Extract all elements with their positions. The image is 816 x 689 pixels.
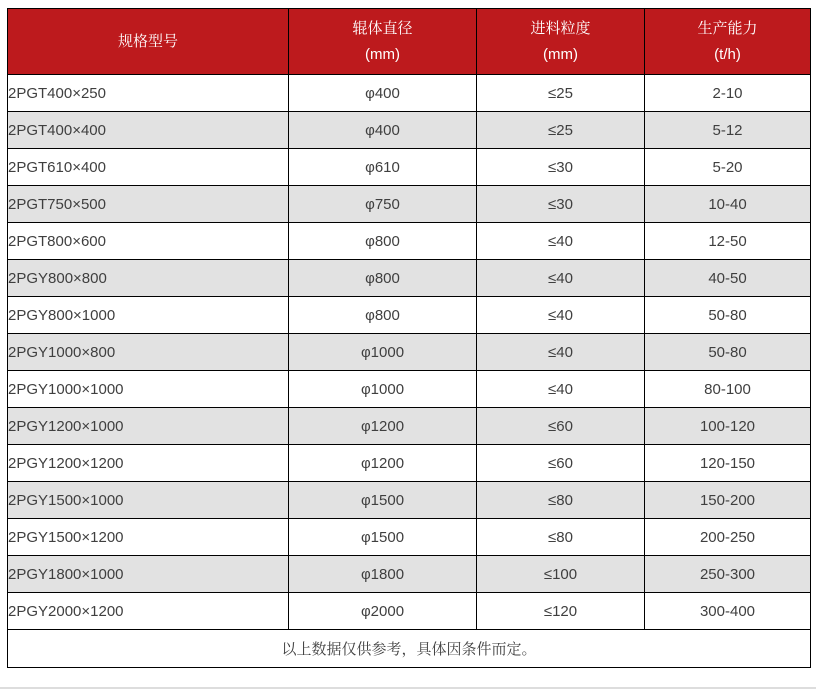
table-row — [8, 556, 811, 593]
cell-diameter: φ800 — [289, 223, 477, 260]
col-header-capacity-title: 生产能力 — [697, 19, 758, 37]
cell-feed-size: ≤40 — [477, 334, 645, 371]
cell-capacity: 80-100 — [645, 371, 811, 408]
cell-capacity: 120-150 — [645, 445, 811, 482]
cell-feed-size: ≤40 — [477, 371, 645, 408]
cell-feed-size: ≤25 — [477, 75, 645, 112]
header-row — [8, 9, 811, 75]
cell-model: 2PGT400×250 — [8, 75, 289, 112]
footer-row — [8, 630, 811, 668]
cell-diameter: φ1200 — [289, 445, 477, 482]
cell-feed-size: ≤60 — [477, 445, 645, 482]
table-row — [8, 371, 811, 408]
cell-diameter: φ750 — [289, 186, 477, 223]
cell-feed-size: ≤30 — [477, 186, 645, 223]
cell-diameter: φ1800 — [289, 556, 477, 593]
cell-model: 2PGY1000×1000 — [8, 371, 289, 408]
cell-diameter: φ800 — [289, 297, 477, 334]
cell-diameter: φ2000 — [289, 593, 477, 630]
cell-capacity: 100-120 — [645, 408, 811, 445]
cell-capacity: 250-300 — [645, 556, 811, 593]
col-header-feed-size — [477, 9, 645, 75]
cell-capacity: 50-80 — [645, 334, 811, 371]
cell-feed-size: ≤25 — [477, 112, 645, 149]
cell-feed-size: ≤120 — [477, 593, 645, 630]
cell-model: 2PGT400×400 — [8, 112, 289, 149]
col-header-roller-diameter-title: 辊体直径 — [352, 19, 413, 37]
cell-capacity: 10-40 — [645, 186, 811, 223]
cell-model: 2PGY1200×1000 — [8, 408, 289, 445]
table-row — [8, 149, 811, 186]
cell-diameter: φ400 — [289, 112, 477, 149]
cell-model: 2PGY1800×1000 — [8, 556, 289, 593]
table-row — [8, 297, 811, 334]
cell-capacity: 150-200 — [645, 482, 811, 519]
table-row — [8, 482, 811, 519]
cell-model: 2PGY1000×800 — [8, 334, 289, 371]
cell-feed-size: ≤60 — [477, 408, 645, 445]
table-row — [8, 519, 811, 556]
cell-model: 2PGT750×500 — [8, 186, 289, 223]
table-row — [8, 186, 811, 223]
col-header-model-title: 规格型号 — [117, 32, 178, 50]
col-header-roller-diameter-unit: (mm) — [365, 45, 400, 63]
cell-model: 2PGY1500×1200 — [8, 519, 289, 556]
cell-diameter: φ1500 — [289, 519, 477, 556]
cell-diameter: φ610 — [289, 149, 477, 186]
cell-capacity: 300-400 — [645, 593, 811, 630]
table-row — [8, 260, 811, 297]
cell-feed-size: ≤40 — [477, 297, 645, 334]
cell-capacity: 50-80 — [645, 297, 811, 334]
cell-diameter: φ1000 — [289, 334, 477, 371]
col-header-roller-diameter — [289, 9, 477, 75]
col-header-capacity-unit: (t/h) — [714, 45, 741, 63]
cell-model: 2PGT800×600 — [8, 223, 289, 260]
cell-model: 2PGY800×1000 — [8, 297, 289, 334]
table-row — [8, 223, 811, 260]
cell-model: 2PGY2000×1200 — [8, 593, 289, 630]
cell-model: 2PGY800×800 — [8, 260, 289, 297]
cell-model: 2PGT610×400 — [8, 149, 289, 186]
spec-table — [7, 8, 811, 668]
cell-capacity: 12-50 — [645, 223, 811, 260]
cell-diameter: φ1000 — [289, 371, 477, 408]
col-header-model — [8, 9, 289, 75]
cell-feed-size: ≤80 — [477, 482, 645, 519]
cell-capacity: 5-20 — [645, 149, 811, 186]
footer-note: 以上数据仅供参考，具体因条件而定。 — [8, 630, 811, 668]
cell-diameter: φ1500 — [289, 482, 477, 519]
cell-diameter: φ1200 — [289, 408, 477, 445]
col-header-capacity — [645, 9, 811, 75]
cell-capacity: 200-250 — [645, 519, 811, 556]
cell-diameter: φ400 — [289, 75, 477, 112]
cell-feed-size: ≤40 — [477, 260, 645, 297]
col-header-feed-size-unit: (mm) — [543, 45, 578, 63]
cell-feed-size: ≤30 — [477, 149, 645, 186]
table-row — [8, 112, 811, 149]
table-row — [8, 334, 811, 371]
cell-capacity: 40-50 — [645, 260, 811, 297]
table-row — [8, 445, 811, 482]
cell-feed-size: ≤100 — [477, 556, 645, 593]
cell-feed-size: ≤40 — [477, 223, 645, 260]
col-header-feed-size-title: 进料粒度 — [530, 19, 591, 37]
table-row — [8, 408, 811, 445]
cell-capacity: 2-10 — [645, 75, 811, 112]
cell-feed-size: ≤80 — [477, 519, 645, 556]
table-row — [8, 75, 811, 112]
cell-model: 2PGY1200×1200 — [8, 445, 289, 482]
table-row — [8, 593, 811, 630]
cell-capacity: 5-12 — [645, 112, 811, 149]
cell-diameter: φ800 — [289, 260, 477, 297]
cell-model: 2PGY1500×1000 — [8, 482, 289, 519]
